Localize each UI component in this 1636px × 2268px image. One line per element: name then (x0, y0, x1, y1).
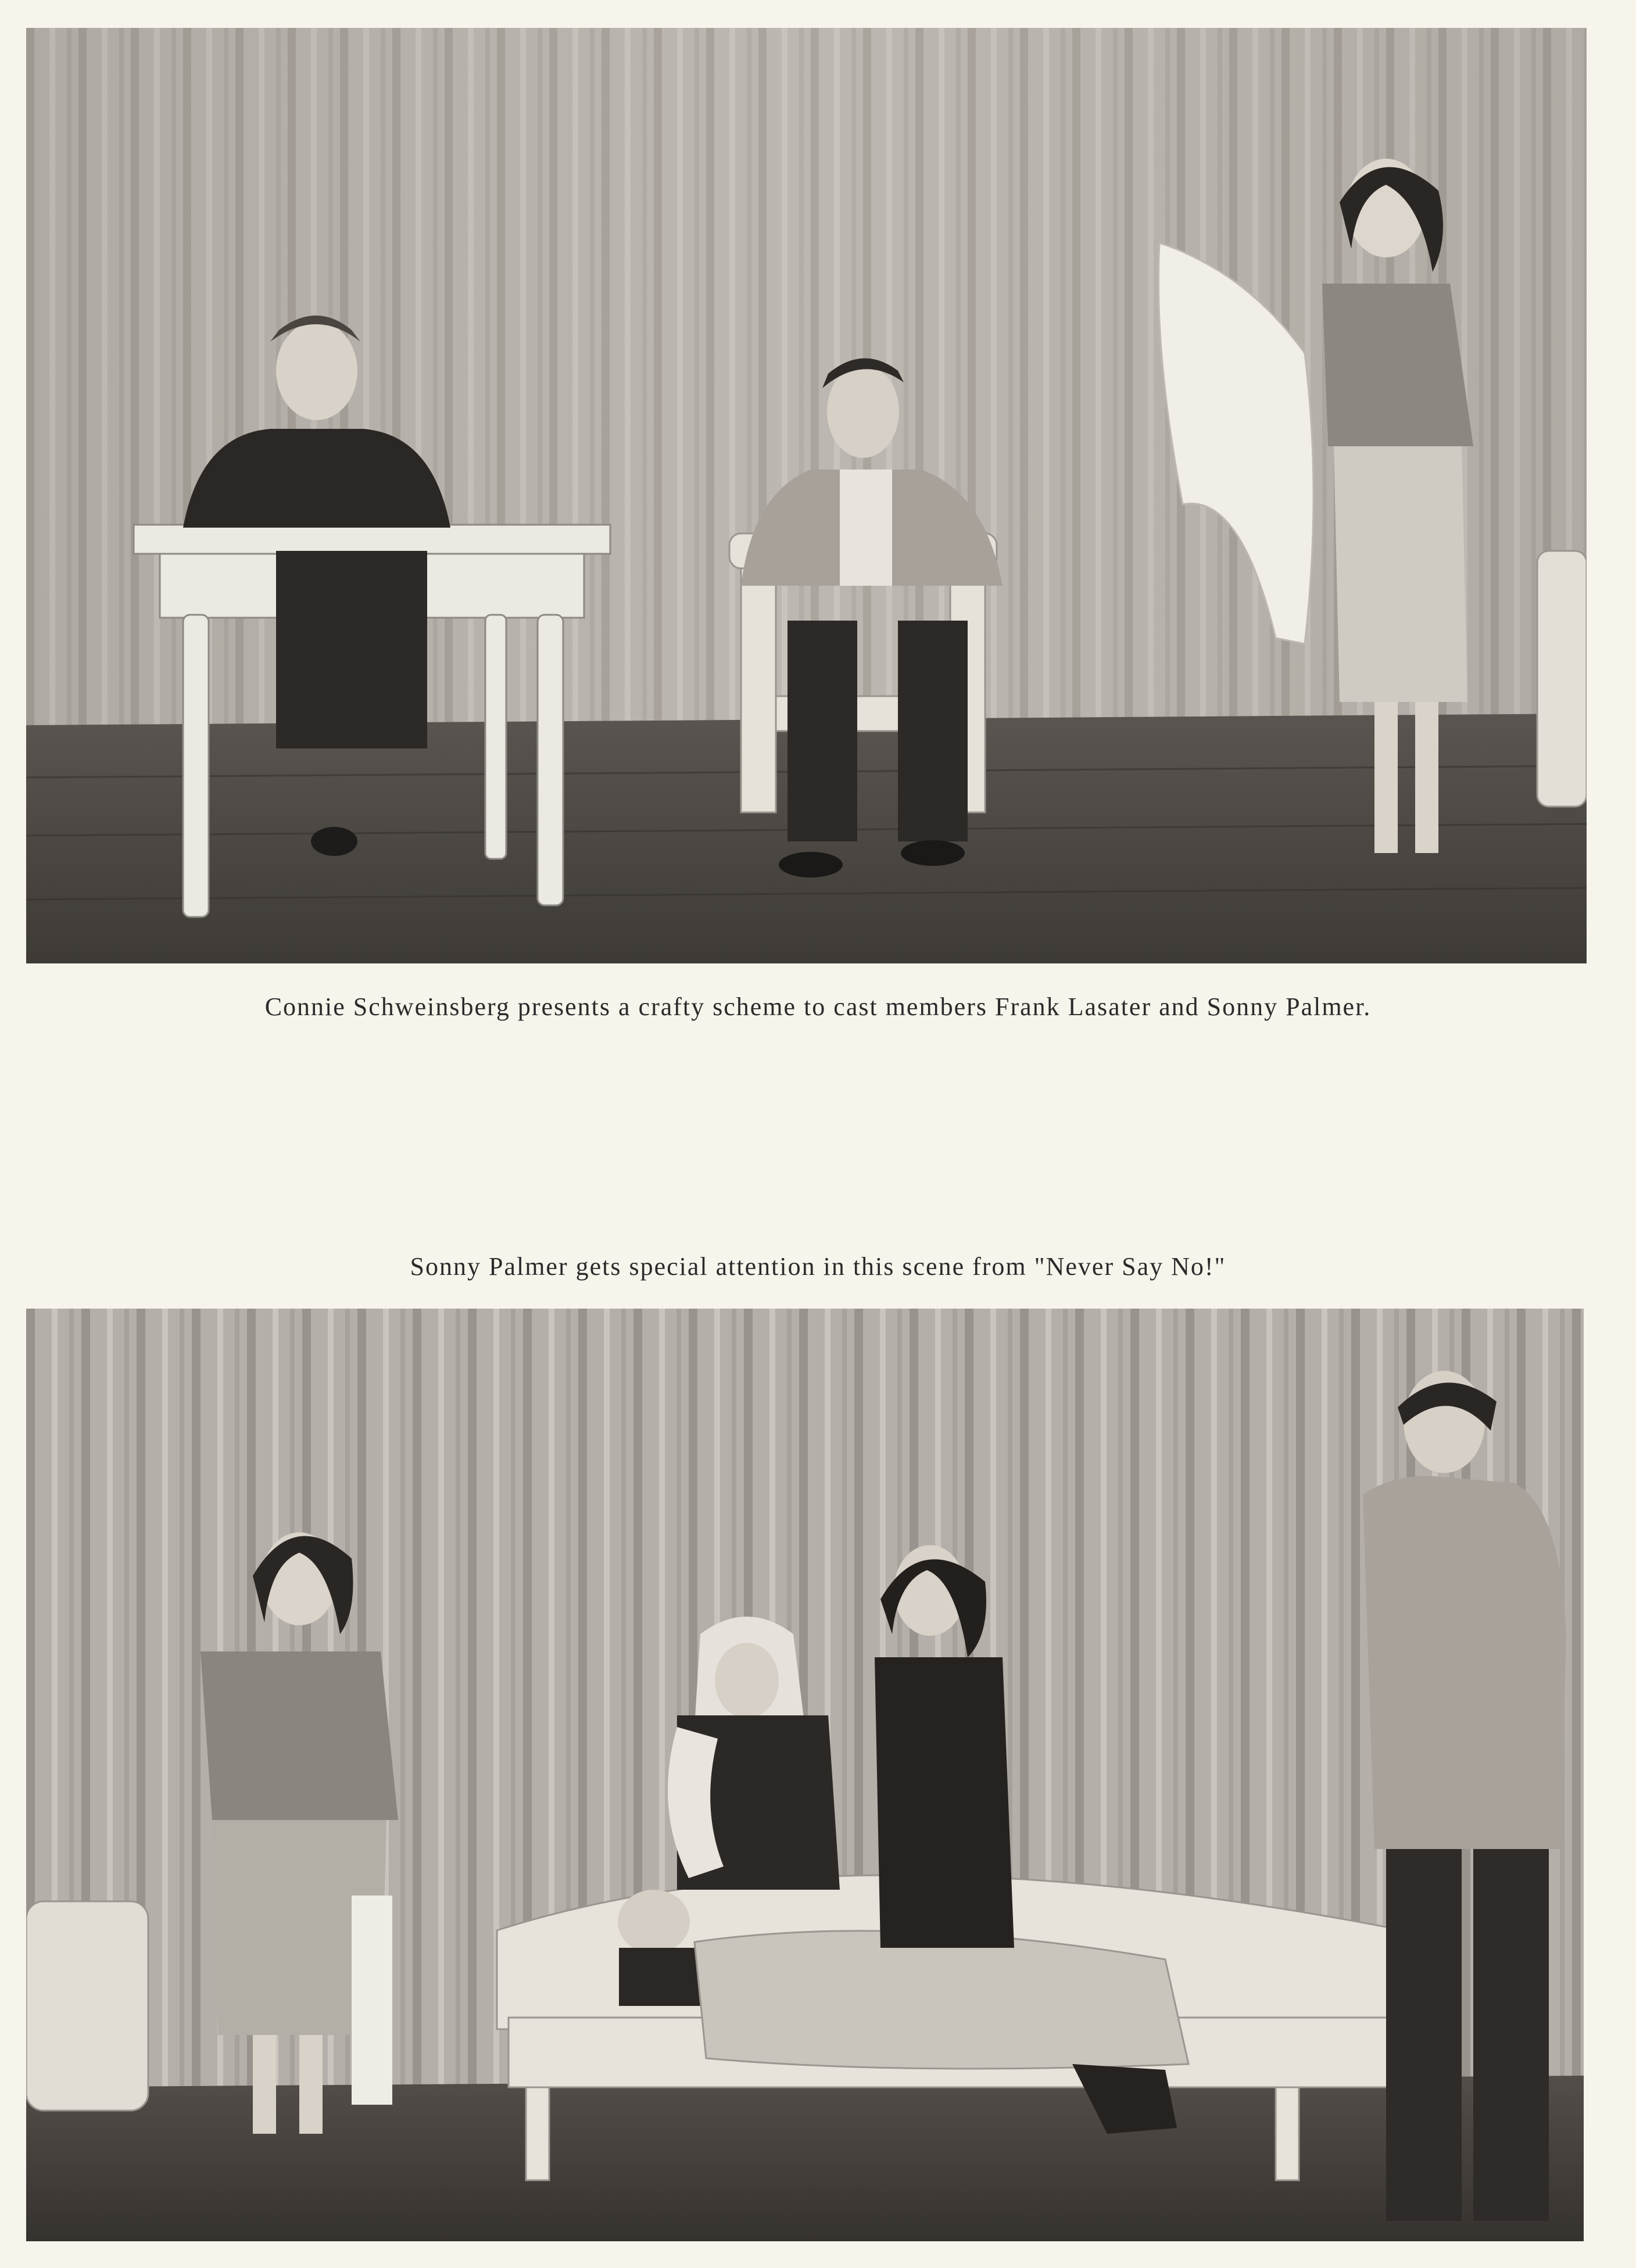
stage-scene-top (26, 28, 1587, 963)
caption-bottom: Sonny Palmer gets special attention in this scene from "Never Say No!" (410, 1252, 1226, 1281)
stage-scene-bottom (26, 1309, 1584, 2241)
caption-top: Connie Schweinsberg presents a crafty scheme to cast members Frank Lasater and Sonny Palmer. (264, 993, 1372, 1021)
stage-photo-top (26, 28, 1587, 963)
stage-photo-bottom (26, 1309, 1584, 2241)
